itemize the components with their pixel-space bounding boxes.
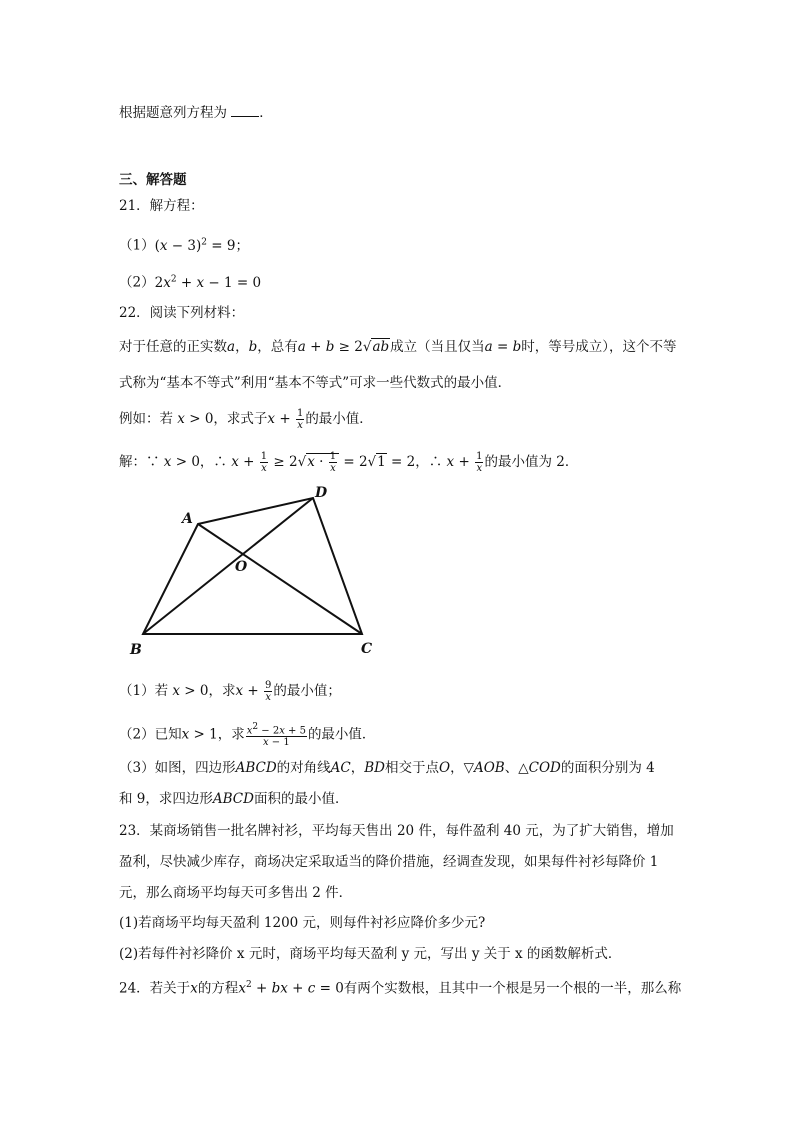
diagonal-ac (198, 524, 362, 634)
label-d: D (315, 485, 328, 501)
q22-solution: 解：∵ x > 0，∴ x + $\frac{1}{x}$ ≥ 2√x · $\frac{1}{x}$ = 2√1 = 2，∴ x + $\frac{1}{x}$ 的最小值为 2． (119, 451, 579, 474)
example-text-b: ，求式子 (213, 411, 268, 427)
solution-text-a: 解： (119, 454, 146, 470)
example-text-c: 的最小值． (305, 411, 373, 427)
fraction-1-over-x: $\frac{1}{x}$ (260, 451, 268, 474)
q21-part2 (119, 270, 261, 292)
fraction-1-over-x: $\frac{1}{x}$ (329, 451, 337, 474)
q22-p3-line2-text: 和 9，求四边形 (119, 791, 213, 807)
q24-line1: 24．若关于x的方程$x^2$ + bx + c = 0有两个实数根，且其中一个根是另一个根的一半，那么称 (119, 980, 682, 997)
inequality-expr: a + b ≥ 2√ab (297, 339, 390, 355)
example-text-a: 例如：若 (119, 411, 173, 427)
q23-sub2: (2)若每件衬衫降价 x 元时，商场平均每天盈利 y 元，写出 y 关于 x 的函数解析式． (119, 946, 622, 962)
q21-stem: 21．解方程： (119, 198, 204, 214)
material-text-b: ，总有 (257, 339, 298, 355)
quadrilateral-figure (125, 478, 395, 663)
q23-line1: 23．某商场销售一批名牌衬衫，平均每天售出 20 件，每件盈利 40 元，为了扩大销售，增加 (119, 823, 674, 839)
fraction-9-over-x: $\frac{9}{x}$ (265, 680, 272, 703)
diagonal-bd (143, 498, 313, 634)
material-text-c: 成立（当且仅当 (390, 339, 485, 355)
q22-part2: （2）已知x > 1，求 $\frac{x^2 - 2x + 5}{x - 1}$ 的最小值． (119, 722, 376, 749)
q21-part2-equation: $2x^2 + x - 1 = 0$ (154, 274, 262, 291)
q22-example: 例如：若 x > 0，求式子x + $\frac{1}{x}$ 的最小值． (119, 408, 373, 431)
material-text-a: 对于任意的正实数 (119, 339, 227, 355)
label-a: A (182, 511, 193, 527)
q22-p1-text-a: （1）若 (119, 683, 169, 699)
q21-part1-equation: $(x - 3)^2 = 9$； (154, 237, 249, 254)
q21-part1 (119, 233, 249, 255)
q20-tail-text: 根据题意列方程为 (119, 105, 227, 121)
material-text-d: 时，等号成立），这个不等 (521, 339, 677, 355)
q21-part2-label: （2） (119, 274, 155, 291)
label-b: B (130, 642, 142, 658)
q21-part1-label: （1） (119, 237, 155, 254)
q22-p3-text-c: 相交于点 (385, 760, 440, 776)
fraction-1-over-x: $\frac{1}{x}$ (476, 451, 483, 474)
q22-part1: （1）若 x > 0，求x + $\frac{9}{x}$ 的最小值； (119, 680, 341, 703)
q22-p3-text-a: （3）如图，四边形 (119, 760, 236, 776)
q23-line2: 盈利，尽快减少库存，商场决定采取适当的降价措施，经调查发现，如果每件衬衫每降价 1 (119, 854, 659, 870)
q22-p2-text-c: 的最小值． (307, 726, 376, 743)
figure-lines (143, 498, 362, 634)
section-title: 三、解答题 (119, 172, 187, 188)
q24-text-a: 24．若关于 (119, 980, 191, 997)
q22-stem: 22．阅读下列材料： (119, 305, 245, 321)
q23-sub1: (1)若商场平均每天盈利 1200 元，则每件衬衫应降价多少元? (119, 915, 486, 931)
q22-p1-text-c: 的最小值； (273, 683, 341, 699)
fraction-quadratic-over-x-minus-1: $\frac{x^2 - 2x + 5}{x - 1}$ (246, 722, 306, 749)
label-c: C (361, 641, 373, 657)
q22-p2-text-b: ，求 (217, 726, 245, 743)
q22-material-line2: 式称为“基本不等式”利用“基本不等式”可求一些代数式的最小值． (119, 375, 512, 391)
answer-blank (231, 105, 259, 117)
fraction-1-over-x: $\frac{1}{x}$ (296, 408, 304, 431)
quadrilateral-abcd (143, 498, 362, 634)
q24-text-b: 的方程 (197, 980, 239, 997)
label-o: O (235, 559, 248, 575)
q23-line3: 元，那么商场平均每天可多售出 2 件． (119, 885, 353, 901)
solution-text-b: 的最小值为 2． (484, 454, 579, 470)
q22-p1-text-b: ，求 (208, 683, 236, 699)
q22-material-line1: 对于任意的正实数a，b，总有a + b ≥ 2√ab成立（当且仅当a = b时，等号成立），这个不等 (119, 339, 677, 355)
q22-p3-text-b: 的对角线 (276, 760, 331, 776)
q22-part3-line1: （3）如图，四边形ABCD的对角线AC，BD相交于点O，▽AOB、△COD的面积分别为 4 (119, 760, 655, 776)
q22-p3-line2-end: 面积的最小值． (253, 791, 349, 807)
q24-text-c: 有两个实数根，且其中一个根是另一个根的一半，那么称 (343, 980, 682, 997)
q20-tail-line: 根据题意列方程为 ． (119, 105, 273, 121)
q22-p3-text-d: 的面积分别为 4 (560, 760, 655, 776)
q22-p2-text-a: （2）已知 (119, 726, 182, 743)
q22-part3-line2: 和 9，求四边形ABCD面积的最小值． (119, 791, 349, 807)
